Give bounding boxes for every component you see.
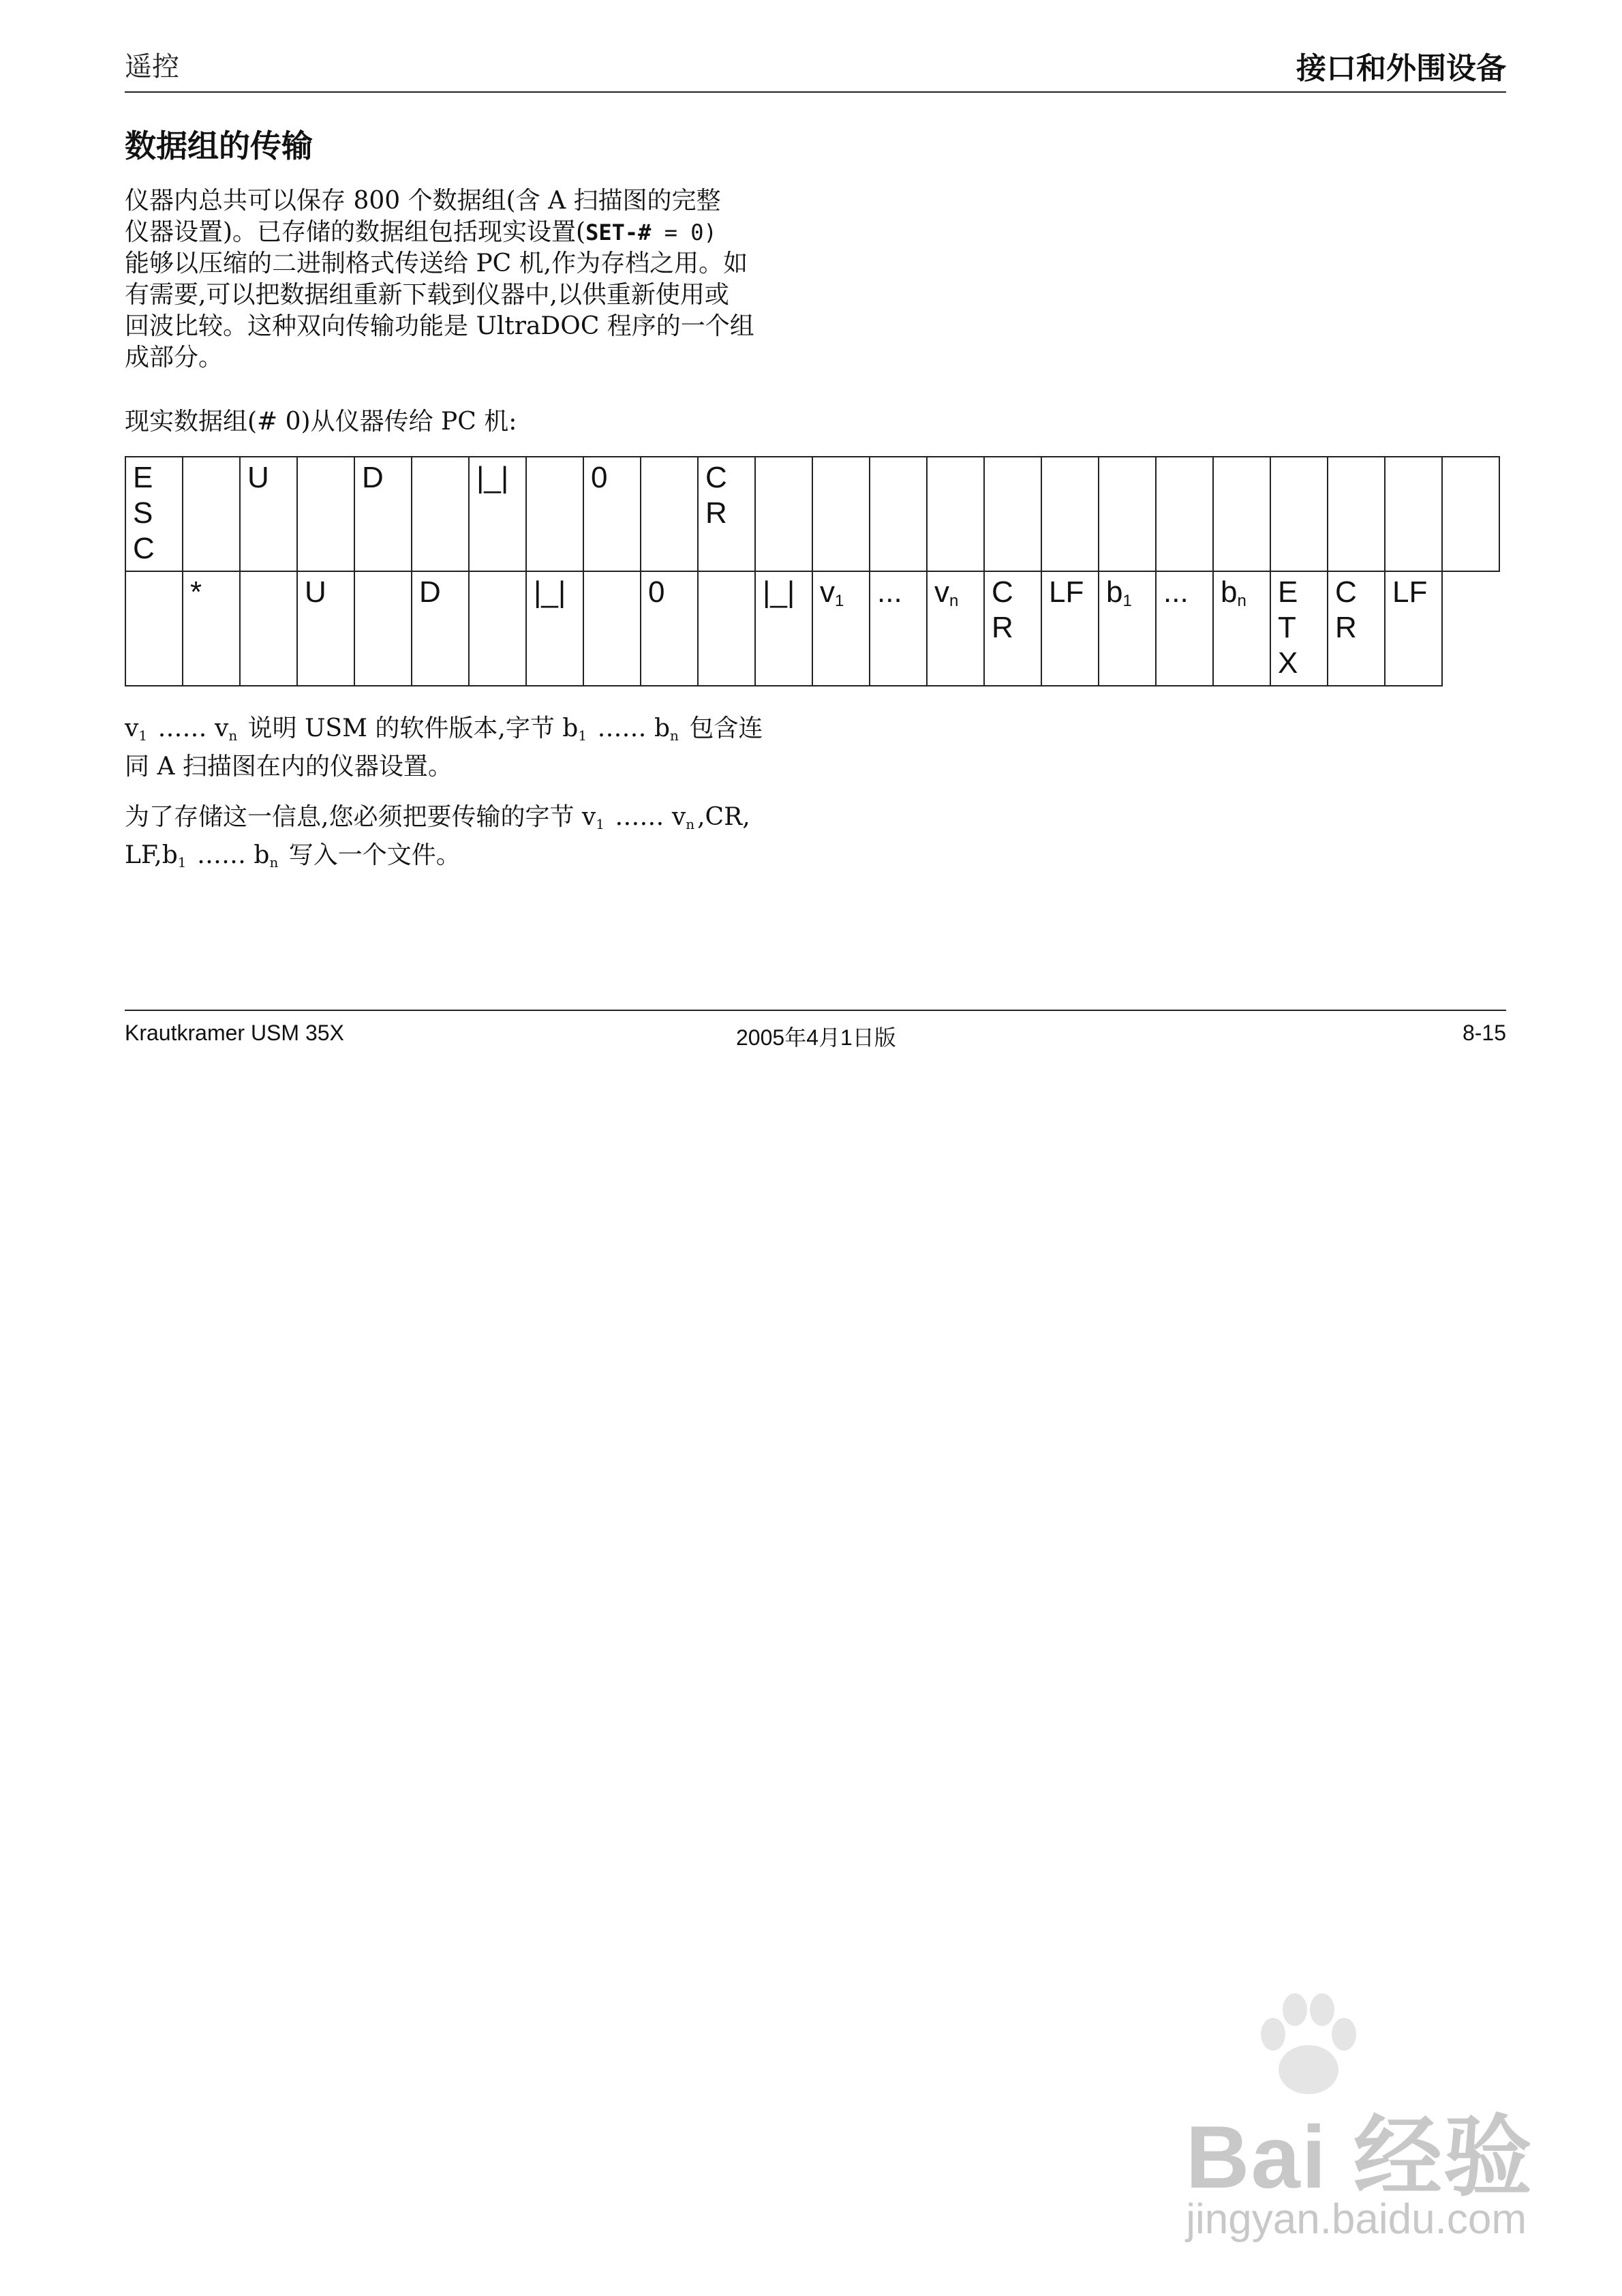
protocol-table	[125, 456, 1500, 686]
protocol-cell	[984, 457, 1041, 571]
header-divider	[125, 91, 1506, 93]
set-code: SET-#	[585, 220, 652, 245]
protocol-cell	[240, 571, 297, 686]
protocol-cell: $b_n$	[1213, 571, 1270, 686]
protocol-row-2	[125, 571, 1499, 686]
protocol-cell: C R	[698, 457, 755, 571]
protocol-cell: $b_1$	[1099, 571, 1156, 686]
protocol-cell: C R	[1328, 571, 1385, 686]
protocol-cell	[125, 571, 183, 686]
protocol-cell	[1156, 457, 1213, 571]
protocol-cell	[469, 571, 526, 686]
protocol-cell: $v_n$	[927, 571, 984, 686]
transfer-caption: 现实数据组(# 0)从仪器传给 PC 机:	[125, 408, 517, 436]
note2-line-1: 为了存储这一信息,您必须把要传输的字节 $v_1$ …… $v_n$ ,CR,	[125, 803, 750, 832]
footer-product: Krautkramer USM 35X	[125, 1021, 344, 1045]
protocol-cell	[297, 457, 354, 571]
protocol-cell	[183, 457, 240, 571]
header-chapter: 遥控	[125, 51, 179, 82]
protocol-cell	[1442, 457, 1499, 571]
intro-paragraph	[125, 185, 806, 374]
note1-line-2: 同 A 扫描图在内的仪器设置。	[125, 753, 453, 781]
protocol-cell	[870, 457, 927, 571]
footer-divider	[125, 1010, 1506, 1011]
footer-page-number: 8-15	[1462, 1021, 1506, 1045]
protocol-cell	[1099, 457, 1156, 571]
protocol-cell: LF	[1041, 571, 1099, 686]
protocol-cell	[812, 457, 870, 571]
protocol-cell: |_|	[469, 457, 526, 571]
intro-line-5: 回波比较。这种双向传输功能是 UltraDOC 程序的一个组	[125, 312, 754, 340]
protocol-cell	[927, 457, 984, 571]
protocol-cell	[1328, 457, 1385, 571]
note2-line-2: $LF,b_1$ …… $b_n$ 写入一个文件。	[125, 841, 461, 871]
protocol-cell: D	[354, 457, 412, 571]
protocol-cell: D	[412, 571, 469, 686]
intro-line-1: 仪器内总共可以保存 800 个数据组(含 A 扫描图的完整	[125, 187, 721, 215]
protocol-cell: U	[240, 457, 297, 571]
section-heading: 数据组的传输	[125, 127, 313, 164]
intro-line-6: 成部分。	[125, 344, 224, 372]
note-version-paragraph	[125, 713, 806, 783]
protocol-cell	[1041, 457, 1099, 571]
protocol-cell	[641, 457, 698, 571]
intro-line-2: 仪器设置)。已存储的数据组包括现实设置(SET-# = 0)	[125, 218, 717, 246]
protocol-cell: |_|	[526, 571, 583, 686]
intro-line-3: 能够以压缩的二进制格式传送给 PC 机,作为存档之用。如	[125, 250, 748, 277]
protocol-cell: $v_1$	[812, 571, 870, 686]
protocol-cell	[583, 571, 641, 686]
protocol-cell	[1270, 457, 1328, 571]
protocol-cell: E T X	[1270, 571, 1328, 686]
protocol-cell: ...	[1156, 571, 1213, 686]
protocol-cell: 0	[583, 457, 641, 571]
protocol-cell: C R	[984, 571, 1041, 686]
intro-line-4: 有需要,可以把数据组重新下载到仪器中,以供重新使用或	[125, 281, 729, 309]
watermark-url: jingyan.baidu.com	[1186, 2196, 1527, 2243]
header-section-title: 接口和外围设备	[1296, 51, 1506, 86]
protocol-cell: |_|	[755, 571, 812, 686]
protocol-cell	[755, 457, 812, 571]
protocol-cell	[1213, 457, 1270, 571]
footer-edition-date: 2005年4月1日版	[736, 1025, 896, 1050]
protocol-cell	[526, 457, 583, 571]
protocol-cell	[698, 571, 755, 686]
protocol-cell: 0	[641, 571, 698, 686]
note1-line-1: $v_1$ …… $v_n$ 说明 USM 的软件版本,字节 $b_1$ …… $b_n$ 包含连	[125, 714, 763, 744]
protocol-cell: E S C	[125, 457, 183, 571]
protocol-cell: U	[297, 571, 354, 686]
protocol-cell: *	[183, 571, 240, 686]
watermark-brand: Bai 经验	[1185, 2107, 1533, 2207]
protocol-cell	[412, 457, 469, 571]
note-storage-paragraph	[125, 802, 806, 878]
protocol-cell	[354, 571, 412, 686]
protocol-cell: LF	[1385, 571, 1442, 686]
protocol-cell	[1385, 457, 1442, 571]
protocol-row-1	[125, 457, 1499, 571]
protocol-cell: ...	[870, 571, 927, 686]
